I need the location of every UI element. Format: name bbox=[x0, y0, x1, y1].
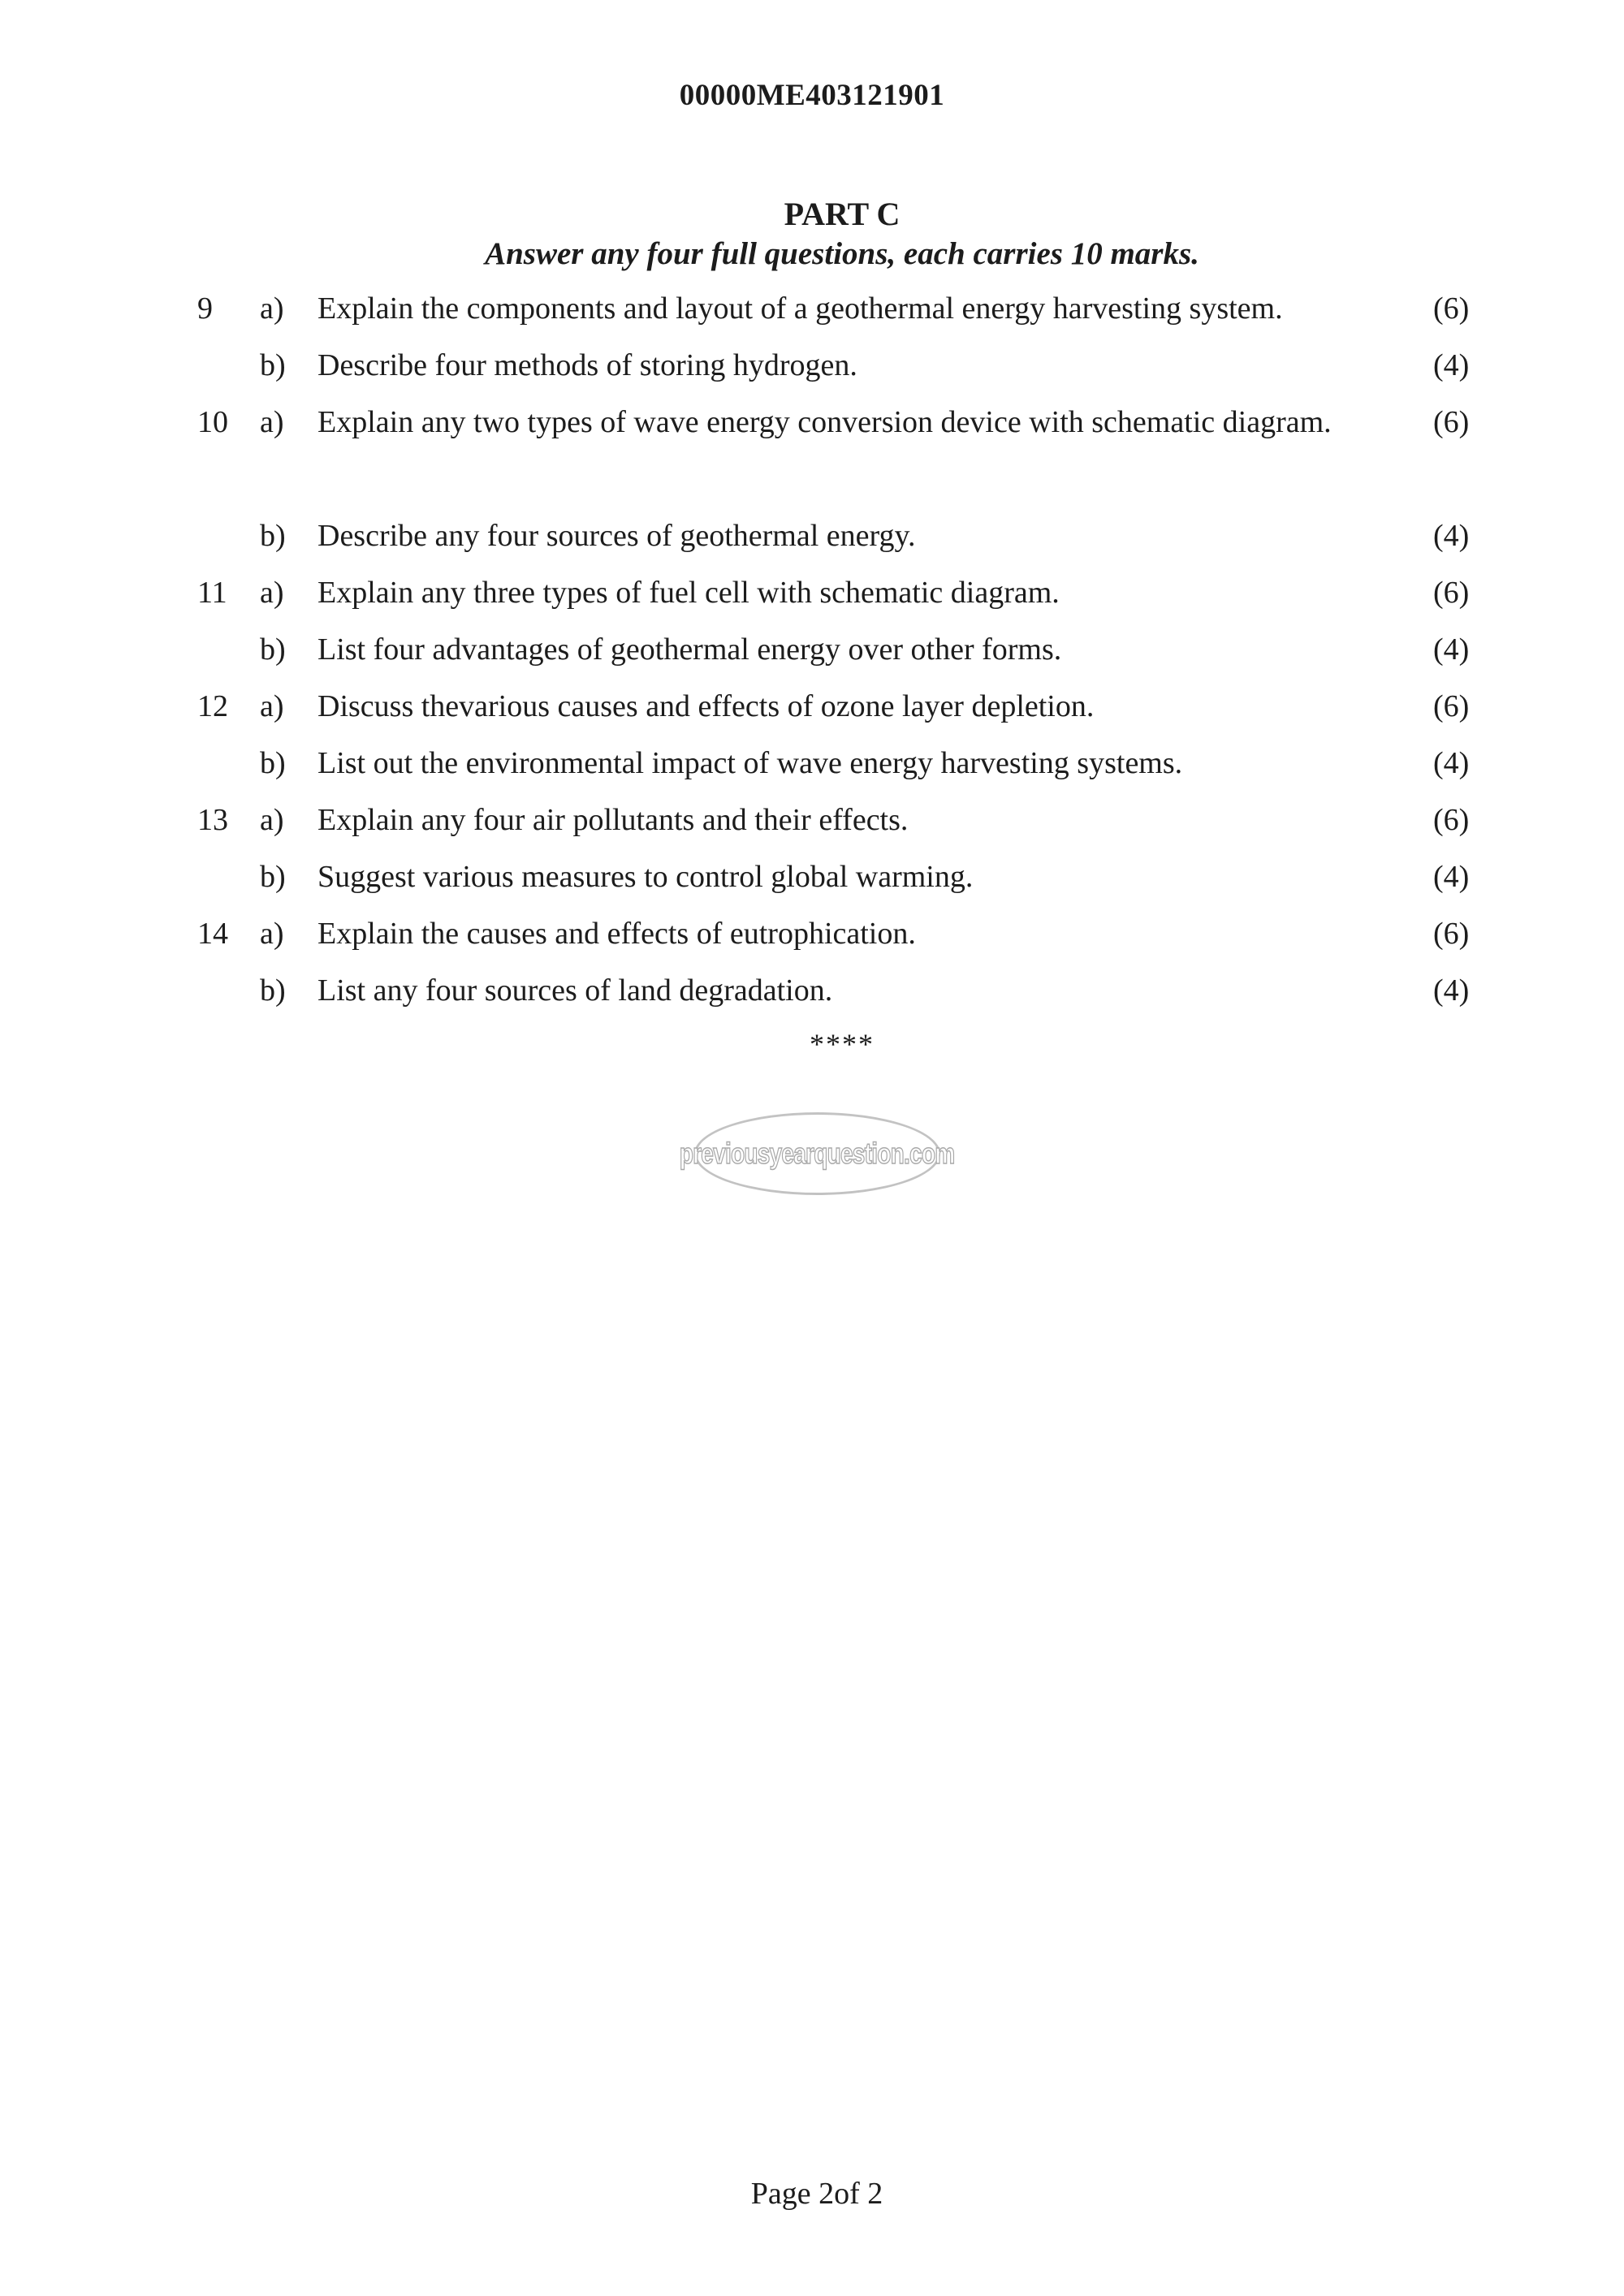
question-row bbox=[0, 743, 1624, 800]
question-text: Explain any two types of wave energy conversion device with schematic diagram. bbox=[317, 405, 1332, 439]
question-text: List four advantages of geothermal energy over other forms. bbox=[317, 632, 1062, 667]
question-row bbox=[0, 686, 1624, 743]
question-marks: (6) bbox=[1433, 576, 1470, 610]
question-marks: (6) bbox=[1433, 405, 1470, 439]
question-sub-label: a) bbox=[260, 405, 284, 439]
question-sub-label: b) bbox=[260, 519, 286, 553]
question-text: Explain any four air pollutants and their effects. bbox=[317, 803, 909, 837]
paper-code: 00000ME403121901 bbox=[679, 79, 945, 112]
question-marks: (6) bbox=[1433, 803, 1470, 837]
question-marks: (6) bbox=[1433, 689, 1470, 723]
question-number: 10 bbox=[197, 405, 228, 439]
question-row bbox=[0, 800, 1624, 857]
question-text: Discuss thevarious causes and effects of ozone layer depletion. bbox=[317, 689, 1095, 723]
question-number: 11 bbox=[197, 576, 227, 610]
question-row bbox=[0, 516, 1624, 572]
question-sub-label: b) bbox=[260, 348, 286, 382]
question-sub-label: b) bbox=[260, 973, 286, 1008]
question-marks: (4) bbox=[1433, 746, 1470, 780]
watermark-text: previousyearquestion.com bbox=[680, 1137, 955, 1170]
question-marks: (4) bbox=[1433, 860, 1470, 894]
question-text: Explain any three types of fuel cell with schematic diagram. bbox=[317, 576, 1060, 610]
page-number: Page 2of 2 bbox=[750, 2177, 883, 2211]
question-marks: (6) bbox=[1433, 917, 1470, 951]
question-number: 9 bbox=[197, 291, 213, 326]
question-sub-label: b) bbox=[260, 746, 286, 780]
question-number: 14 bbox=[197, 917, 228, 951]
question-marks: (4) bbox=[1433, 519, 1470, 553]
question-text: List out the environmental impact of wave energy harvesting systems. bbox=[317, 746, 1183, 780]
question-sub-label: b) bbox=[260, 632, 286, 667]
question-text: Describe four methods of storing hydrogen. bbox=[317, 348, 857, 382]
question-row bbox=[0, 288, 1624, 345]
question-row bbox=[0, 629, 1624, 686]
section-title: PART C bbox=[784, 196, 901, 232]
section-instruction: Answer any four full questions, each carries 10 marks. bbox=[485, 236, 1199, 271]
question-row bbox=[0, 913, 1624, 970]
question-sub-label: a) bbox=[260, 689, 284, 723]
question-marks: (4) bbox=[1433, 973, 1470, 1008]
question-text: List any four sources of land degradation. bbox=[317, 973, 833, 1008]
question-row bbox=[0, 857, 1624, 913]
question-list bbox=[0, 288, 1624, 1027]
question-marks: (6) bbox=[1433, 291, 1470, 326]
question-row bbox=[0, 970, 1624, 1027]
question-marks: (4) bbox=[1433, 632, 1470, 667]
question-text: Explain the components and layout of a geothermal energy harvesting system. bbox=[317, 291, 1283, 326]
end-of-paper-mark: **** bbox=[810, 1028, 875, 1060]
question-text: Describe any four sources of geothermal energy. bbox=[317, 519, 916, 553]
question-row bbox=[0, 572, 1624, 629]
question-text: Explain the causes and effects of eutrophication. bbox=[317, 917, 916, 951]
question-row bbox=[0, 402, 1624, 516]
question-number: 13 bbox=[197, 803, 228, 837]
question-marks: (4) bbox=[1433, 348, 1470, 382]
question-sub-label: a) bbox=[260, 576, 284, 610]
question-sub-label: a) bbox=[260, 803, 284, 837]
question-number: 12 bbox=[197, 689, 228, 723]
watermark-logo bbox=[680, 1112, 955, 1195]
question-sub-label: b) bbox=[260, 860, 286, 894]
question-sub-label: a) bbox=[260, 917, 284, 951]
question-text: Suggest various measures to control global warming. bbox=[317, 860, 974, 894]
question-sub-label: a) bbox=[260, 291, 284, 326]
